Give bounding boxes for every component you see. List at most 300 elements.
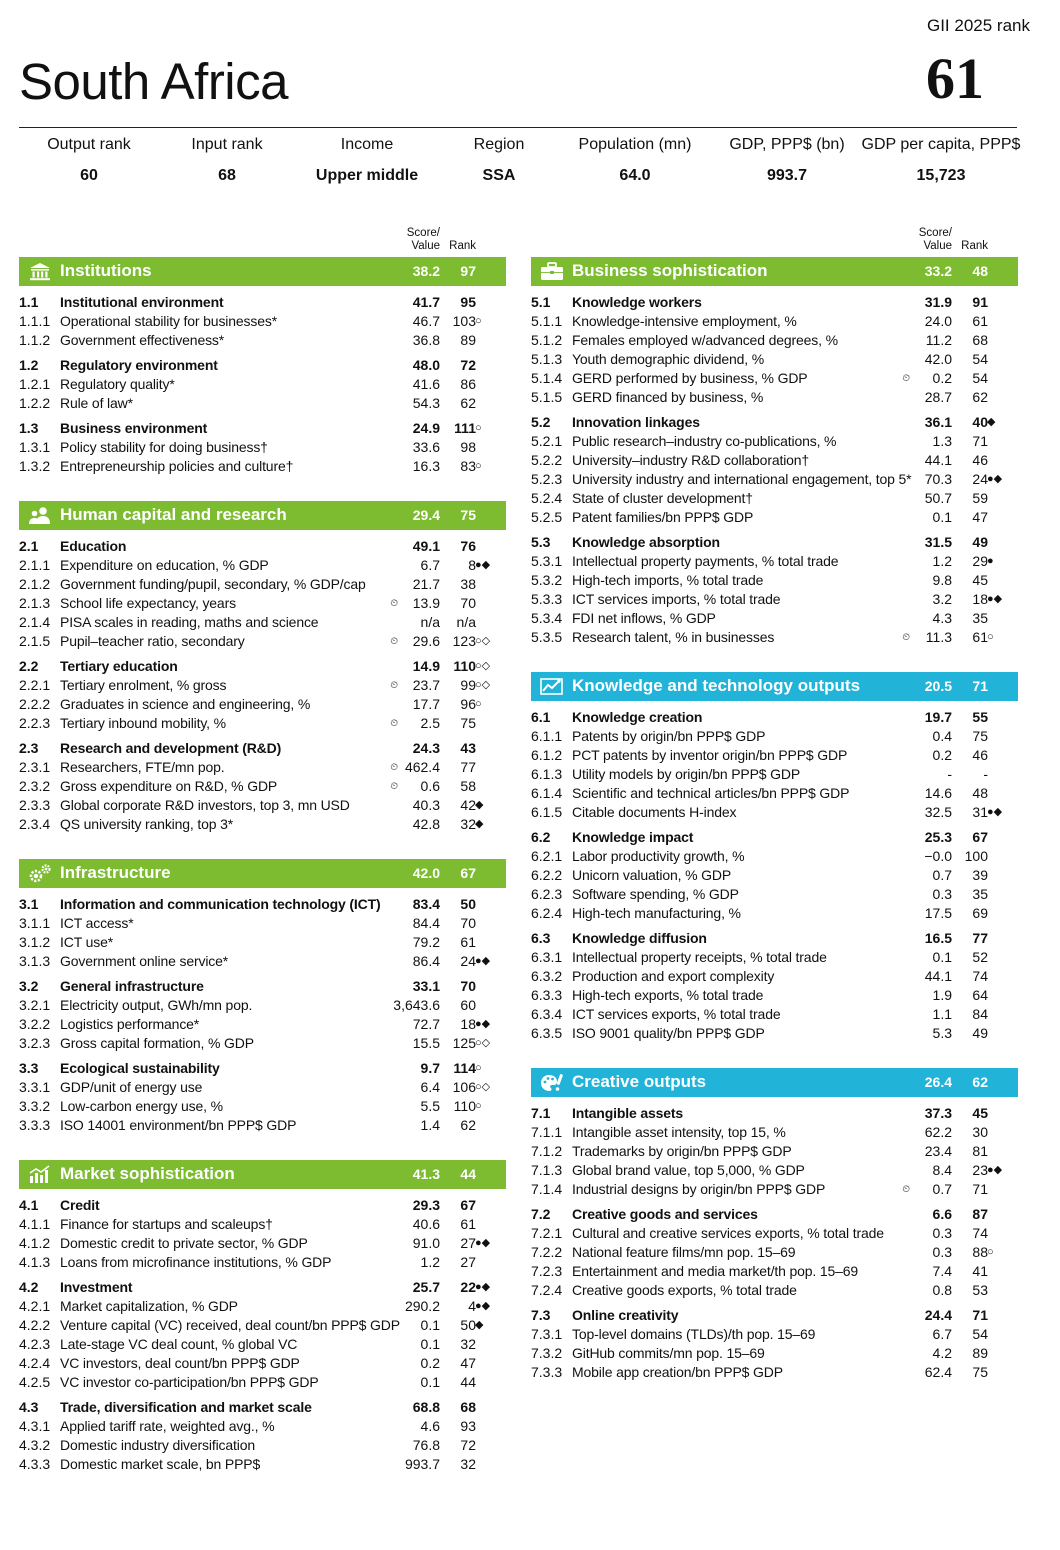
- indicator-row: [19, 952, 506, 971]
- indicator-row: [19, 1354, 506, 1373]
- indicator-score: 290.2: [404, 1298, 440, 1314]
- pillar-header-institutions: [19, 257, 506, 286]
- indicator-name: Patents by origin/bn PPP$ GDP: [572, 728, 766, 744]
- indicator-score: 2.5: [420, 715, 440, 731]
- indicator-rank: 43: [460, 740, 476, 756]
- stat-value: 68: [218, 167, 236, 184]
- score-header-line2: Value: [411, 240, 440, 252]
- indicator-code: 4.2.2: [19, 1317, 51, 1333]
- indicator-code: 4.2: [19, 1279, 39, 1295]
- indicator-name: Public research–industry co-publications, %: [572, 433, 837, 449]
- indicator-code: 5.2.5: [531, 509, 563, 525]
- indicator-rank: 4: [468, 1298, 476, 1314]
- indicator-rank: 77: [460, 759, 476, 775]
- output-pillars-column: [531, 224, 1018, 1382]
- sub-pillar-row: [531, 533, 1018, 552]
- indicator-rank: 44: [460, 1374, 476, 1390]
- indicator-score: 68.8: [412, 1399, 440, 1415]
- indicator-score: 1.2: [932, 553, 952, 569]
- indicator-name: Entertainment and media market/th pop. 15–69: [572, 1263, 859, 1279]
- indicator-score: 40.3: [412, 797, 440, 813]
- indicator-rank: 74: [972, 1225, 988, 1241]
- indicator-rank: 110: [453, 1098, 476, 1114]
- institution-icon: [28, 262, 52, 281]
- indicator-score: 54.3: [412, 395, 440, 411]
- indicator-code: 7.1.4: [531, 1181, 563, 1197]
- pillar-spacer: [19, 834, 506, 859]
- indicator-name: Unicorn valuation, % GDP: [572, 867, 732, 883]
- indicator-rank: 54: [972, 370, 988, 386]
- indicator-code: 1.3.1: [19, 439, 51, 455]
- indicator-name: Late-stage VC deal count, % global VC: [60, 1336, 298, 1352]
- indicator-rank: 62: [460, 1117, 476, 1133]
- indicator-score: 24.3: [412, 740, 440, 756]
- indicator-name: ICT access*: [60, 915, 134, 931]
- pillar-score: 42.0: [412, 865, 440, 881]
- indicator-score: 0.1: [420, 1374, 440, 1390]
- indicator-rank: 71: [972, 1181, 988, 1197]
- indicator-score: 0.1: [420, 1317, 440, 1333]
- indicator-name: Government funding/pupil, secondary, % GDP/cap: [60, 576, 366, 592]
- indicator-row: [19, 394, 506, 413]
- sub-pillar-row: [19, 419, 506, 438]
- pillar-name: Human capital and research: [60, 505, 287, 524]
- indicator-row: [19, 914, 506, 933]
- indicator-rank: 62: [972, 389, 988, 405]
- indicator-rank: 125: [452, 1035, 476, 1051]
- country-title: South Africa: [19, 53, 288, 110]
- indicator-score: 24.4: [924, 1307, 952, 1323]
- indicator-code: 3.2.3: [19, 1035, 51, 1051]
- indicator-score: 6.6: [932, 1206, 952, 1222]
- indicator-row: [19, 996, 506, 1015]
- indicator-code: 6.3.2: [531, 968, 563, 984]
- indicator-code: 4.3.1: [19, 1418, 51, 1434]
- indicator-row: [19, 714, 506, 733]
- indicator-rank: 38: [460, 576, 476, 592]
- indicator-row: [531, 609, 1018, 628]
- pillar-name: Infrastructure: [60, 863, 171, 882]
- indicator-rank: 111: [454, 420, 476, 436]
- strength-weakness-marker: ◆: [987, 416, 996, 428]
- indicator-score: 46.7: [412, 313, 440, 329]
- indicator-rank: 103: [452, 313, 476, 329]
- stat-population: [579, 136, 692, 185]
- indicator-rank: 49: [972, 534, 988, 550]
- sub-pillar-row: [531, 293, 1018, 312]
- indicator-name: Knowledge workers: [572, 294, 702, 310]
- indicator-score: 11.2: [925, 332, 952, 348]
- indicator-score: 62.2: [924, 1124, 952, 1140]
- indicator-row: [531, 552, 1018, 571]
- indicator-row: [531, 746, 1018, 765]
- indicator-name: Loans from microfinance institutions, % GDP: [60, 1254, 332, 1270]
- strength-weakness-marker: ○◇: [475, 679, 491, 691]
- indicator-name: Patent families/bn PPP$ GDP: [572, 509, 754, 525]
- indicator-score: 1.9: [932, 987, 952, 1003]
- indicator-row: [531, 1161, 1018, 1180]
- indicator-rank: 45: [972, 1105, 988, 1121]
- pillar-score: 29.4: [412, 507, 440, 523]
- indicator-row: [531, 1142, 1018, 1161]
- strength-weakness-marker: ○: [475, 1100, 482, 1112]
- indicator-score: 72.7: [412, 1016, 440, 1032]
- indicator-name: Citable documents H-index: [572, 804, 737, 820]
- strength-weakness-marker: ○: [475, 422, 482, 434]
- indicator-row: [531, 628, 1018, 647]
- indicator-score: 32.5: [924, 804, 952, 820]
- indicator-name: ISO 9001 quality/bn PPP$ GDP: [572, 1025, 765, 1041]
- people-icon: [28, 506, 52, 525]
- indicator-name: Labor productivity growth, %: [572, 848, 745, 864]
- indicator-row: [531, 350, 1018, 369]
- column-header: [531, 224, 1018, 257]
- indicator-code: 3.3.3: [19, 1117, 51, 1133]
- indicator-code: 1.3: [19, 420, 39, 436]
- indicator-name: Entrepreneurship policies and culture†: [60, 458, 294, 474]
- indicator-row: [531, 1243, 1018, 1262]
- indicator-score: 17.7: [412, 696, 440, 712]
- indicator-name: Rule of law*: [60, 395, 133, 411]
- indicator-name: Creative goods and services: [572, 1206, 758, 1222]
- indicator-rank: 64: [972, 987, 988, 1003]
- indicator-rank: 75: [972, 728, 988, 744]
- indicator-code: 7.1.3: [531, 1162, 563, 1178]
- indicator-name: Applied tariff rate, weighted avg., %: [60, 1418, 275, 1434]
- strength-weakness-marker: ○◇: [475, 1037, 491, 1049]
- indicator-name: ISO 14001 environment/bn PPP$ GDP: [60, 1117, 297, 1133]
- indicator-rank: 30: [972, 1124, 988, 1140]
- indicator-rank: 98: [460, 439, 476, 455]
- indicator-rank: -: [983, 766, 988, 782]
- indicator-code: 6.1.5: [531, 804, 563, 820]
- indicator-score: 21.7: [412, 576, 440, 592]
- indicator-row: [19, 1373, 506, 1392]
- sub-pillar-row: [531, 1104, 1018, 1123]
- indicator-row: [19, 1078, 506, 1097]
- indicator-rank: 95: [460, 294, 476, 310]
- stat-input-rank: [191, 136, 262, 185]
- strength-weakness-marker: ●◆: [475, 1237, 491, 1249]
- indicator-row: [531, 1005, 1018, 1024]
- indicator-name: Researchers, FTE/mn pop.: [60, 759, 225, 775]
- indicator-row: [531, 388, 1018, 407]
- indicator-code: 4.2.1: [19, 1298, 51, 1314]
- indicator-name: Intangible assets: [572, 1105, 684, 1121]
- indicator-rank: 46: [972, 747, 988, 763]
- outdated-data-clock-icon: ⏲: [390, 680, 398, 691]
- indicator-name: Intangible asset intensity, top 15, %: [572, 1124, 786, 1140]
- indicator-score: 29.6: [412, 633, 440, 649]
- indicator-code: 5.3: [531, 534, 551, 550]
- indicator-row: [19, 594, 506, 613]
- indicator-score: 0.1: [932, 949, 952, 965]
- indicator-score: 36.8: [412, 332, 440, 348]
- strength-weakness-marker: ○◇: [475, 635, 491, 647]
- indicator-code: 6.3: [531, 930, 551, 946]
- indicator-code: 1.1.2: [19, 332, 51, 348]
- indicator-code: 7.2: [531, 1206, 551, 1222]
- indicator-row: [19, 1297, 506, 1316]
- indicator-row: [19, 1455, 506, 1474]
- indicator-score: 1.2: [420, 1254, 440, 1270]
- indicator-score: 3,643.6: [393, 997, 440, 1013]
- indicator-score: 36.1: [924, 414, 952, 430]
- gears-icon: [28, 864, 52, 883]
- indicator-row: [19, 1015, 506, 1034]
- indicator-score: 993.7: [404, 1456, 440, 1472]
- indicator-code: 7.2.2: [531, 1244, 563, 1260]
- indicator-name: Market capitalization, % GDP: [60, 1298, 238, 1314]
- indicator-rank: 106: [452, 1079, 476, 1095]
- indicator-code: 4.3.2: [19, 1437, 51, 1453]
- sub-pillar-row: [531, 1205, 1018, 1224]
- indicator-row: [19, 1034, 506, 1053]
- indicator-name: Expenditure on education, % GDP: [60, 557, 269, 573]
- indicator-name: Utility models by origin/bn PPP$ GDP: [572, 766, 801, 782]
- indicator-score: 0.3: [932, 1244, 952, 1260]
- stat-value: Upper middle: [315, 167, 419, 184]
- indicator-score: 9.8: [932, 572, 952, 588]
- indicator-row: [19, 676, 506, 695]
- indicator-rank: 42: [460, 797, 476, 813]
- indicator-name: University–industry R&D collaboration†: [572, 452, 810, 468]
- indicator-rank: 50: [460, 896, 476, 912]
- indicator-name: GDP/unit of energy use: [60, 1079, 203, 1095]
- pillar-score: 41.3: [412, 1166, 440, 1182]
- indicator-score: 0.7: [932, 867, 952, 883]
- strength-weakness-marker: ●◆: [987, 1164, 1003, 1176]
- outdated-data-clock-icon: ⏲: [390, 718, 398, 729]
- indicator-code: 6.1.2: [531, 747, 563, 763]
- indicator-row: [531, 803, 1018, 822]
- indicator-score: 1.3: [932, 433, 952, 449]
- indicator-code: 2.3.1: [19, 759, 51, 775]
- indicator-code: 5.2.4: [531, 490, 563, 506]
- indicator-rank: 72: [460, 357, 476, 373]
- indicator-code: 2.1.5: [19, 633, 51, 649]
- indicator-row: [19, 438, 506, 457]
- indicator-row: [19, 1097, 506, 1116]
- indicator-name: Production and export complexity: [572, 968, 775, 984]
- rank-header: Rank: [961, 240, 988, 252]
- indicator-name: Ecological sustainability: [60, 1060, 220, 1076]
- indicator-name: Research talent, % in businesses: [572, 629, 775, 645]
- pillar-name: Market sophistication: [60, 1164, 235, 1183]
- indicator-row: [19, 556, 506, 575]
- indicator-name: Scientific and technical articles/bn PPP$ GDP: [572, 785, 850, 801]
- indicator-code: 6.2.1: [531, 848, 563, 864]
- indicator-rank: 18: [972, 591, 988, 607]
- indicator-score: 24.9: [412, 420, 440, 436]
- indicator-row: [531, 784, 1018, 803]
- score-header-line1: Score/: [918, 227, 952, 239]
- indicator-code: 2.2.1: [19, 677, 51, 693]
- indicator-code: 3.1.3: [19, 953, 51, 969]
- indicator-rank: 27: [460, 1235, 476, 1251]
- strength-weakness-marker: ●◆: [475, 559, 491, 571]
- indicator-name: Intellectual property payments, % total trade: [572, 553, 839, 569]
- indicator-rank: 75: [972, 1364, 988, 1380]
- pillar-score: 33.2: [924, 263, 952, 279]
- indicator-row: [531, 312, 1018, 331]
- indicator-score: 9.7: [420, 1060, 440, 1076]
- sub-pillar-row: [19, 1196, 506, 1215]
- indicator-row: [531, 1363, 1018, 1382]
- indicator-name: Low-carbon energy use, %: [60, 1098, 223, 1114]
- indicator-score: 0.2: [932, 370, 952, 386]
- stat-label: Region: [473, 136, 525, 153]
- indicator-score: 62.4: [924, 1364, 952, 1380]
- indicator-name: Mobile app creation/bn PPP$ GDP: [572, 1364, 783, 1380]
- indicator-score: 49.1: [412, 538, 440, 554]
- pillar-spacer: [19, 1135, 506, 1160]
- indicator-row: [19, 1316, 506, 1335]
- indicator-score: 0.3: [932, 1225, 952, 1241]
- indicator-row: [531, 866, 1018, 885]
- indicator-code: 3.1.2: [19, 934, 51, 950]
- indicator-score: 83.4: [412, 896, 440, 912]
- indicator-rank: 61: [460, 1216, 476, 1232]
- indicator-code: 3.1: [19, 896, 39, 912]
- stat-label: Output rank: [47, 136, 131, 153]
- indicator-code: 1.3.2: [19, 458, 51, 474]
- indicator-code: 4.1.3: [19, 1254, 51, 1270]
- indicator-code: 6.1.1: [531, 728, 563, 744]
- indicator-code: 1.2.2: [19, 395, 51, 411]
- indicator-code: 5.2.1: [531, 433, 563, 449]
- indicator-name: PISA scales in reading, maths and science: [60, 614, 319, 630]
- indicator-code: 7.3.1: [531, 1326, 563, 1342]
- indicator-name: General infrastructure: [60, 978, 204, 994]
- outdated-data-clock-icon: ⏲: [390, 762, 398, 773]
- indicator-code: 2.2: [19, 658, 39, 674]
- indicator-score: 11.3: [925, 629, 952, 645]
- indicator-score: 15.5: [412, 1035, 440, 1051]
- pillar-score: 38.2: [412, 263, 440, 279]
- pillar-rank: 48: [972, 263, 988, 279]
- indicator-row: [19, 632, 506, 651]
- indicator-code: 2.1.3: [19, 595, 51, 611]
- sub-pillar-row: [19, 1278, 506, 1297]
- indicator-code: 6.2: [531, 829, 551, 845]
- strength-weakness-marker: ○: [987, 1246, 994, 1258]
- indicator-score: 13.9: [412, 595, 440, 611]
- indicator-row: [531, 571, 1018, 590]
- indicator-rank: 89: [972, 1345, 988, 1361]
- strength-weakness-marker: ●◆: [475, 955, 491, 967]
- indicator-row: [531, 489, 1018, 508]
- indicator-rank: 47: [460, 1355, 476, 1371]
- strength-weakness-marker: ●◆: [475, 1018, 491, 1030]
- indicator-code: 7.1.1: [531, 1124, 563, 1140]
- indicator-name: High-tech imports, % total trade: [572, 572, 764, 588]
- indicator-name: University industry and international engagement, top 5*: [572, 471, 912, 487]
- indicator-score: 0.2: [932, 747, 952, 763]
- sub-pillar-row: [19, 537, 506, 556]
- indicator-code: 2.2.3: [19, 715, 51, 731]
- sub-pillar-row: [19, 356, 506, 375]
- indicator-score: 17.5: [924, 905, 952, 921]
- indicator-code: 1.2.1: [19, 376, 51, 392]
- sub-pillar-row: [19, 1398, 506, 1417]
- indicator-name: Information and communication technology (ICT): [60, 896, 381, 912]
- indicator-code: 6.1.4: [531, 785, 563, 801]
- indicator-code: 6.2.3: [531, 886, 563, 902]
- indicator-code: 4.2.3: [19, 1336, 51, 1352]
- strength-weakness-marker: ◆: [475, 818, 484, 830]
- sub-pillar-row: [531, 828, 1018, 847]
- indicator-rank: 71: [972, 1307, 988, 1323]
- indicator-name: QS university ranking, top 3*: [60, 816, 234, 832]
- indicator-rank: 89: [460, 332, 476, 348]
- stat-gdp-per-capita: [862, 136, 1021, 185]
- indicator-code: 2.1.4: [19, 614, 51, 630]
- indicator-name: PCT patents by inventor origin/bn PPP$ GDP: [572, 747, 848, 763]
- indicator-rank: 59: [972, 490, 988, 506]
- outdated-data-clock-icon: ⏲: [902, 632, 910, 643]
- stat-gdp: [729, 136, 844, 185]
- pillar-rank: 62: [972, 1074, 988, 1090]
- outdated-data-clock-icon: ⏲: [902, 373, 910, 384]
- indicator-row: [531, 1180, 1018, 1199]
- pillar-header-business-sophistication: [531, 257, 1018, 286]
- indicator-rank: 61: [460, 934, 476, 950]
- indicator-score: 16.5: [924, 930, 952, 946]
- indicator-score: 91.0: [412, 1235, 440, 1251]
- stat-label: GDP, PPP$ (bn): [729, 136, 845, 153]
- indicator-rank: 41: [972, 1263, 988, 1279]
- indicator-code: 6.3.1: [531, 949, 563, 965]
- indicator-score: 5.5: [420, 1098, 440, 1114]
- stat-value: 64.0: [619, 167, 651, 184]
- indicator-name: Global corporate R&D investors, top 3, mn USD: [60, 797, 350, 813]
- indicator-row: [19, 1253, 506, 1272]
- indicator-row: [19, 1116, 506, 1135]
- sub-pillar-row: [19, 977, 506, 996]
- indicator-row: [531, 1224, 1018, 1243]
- outdated-data-clock-icon: ⏲: [390, 598, 398, 609]
- indicator-code: 4.2.5: [19, 1374, 51, 1390]
- bar-chart-icon: [28, 1165, 52, 1184]
- indicator-code: 6.3.5: [531, 1025, 563, 1041]
- indicator-name: VC investor co-participation/bn PPP$ GDP: [60, 1374, 319, 1390]
- pillar-rank: 97: [460, 263, 476, 279]
- indicator-code: 4.3.3: [19, 1456, 51, 1472]
- input-pillars-column: [19, 224, 506, 1474]
- indicator-code: 7.2.3: [531, 1263, 563, 1279]
- strength-weakness-marker: ◆: [475, 1319, 484, 1331]
- indicator-name: Youth demographic dividend, %: [572, 351, 765, 367]
- indicator-code: 3.1.1: [19, 915, 51, 931]
- indicator-code: 2.2.2: [19, 696, 51, 712]
- indicator-score: 0.8: [932, 1282, 952, 1298]
- indicator-score: 79.2: [412, 934, 440, 950]
- pillar-header-market-sophistication: [19, 1160, 506, 1189]
- indicator-name: Knowledge diffusion: [572, 930, 707, 946]
- indicator-score: 70.3: [924, 471, 952, 487]
- indicator-code: 7.1.2: [531, 1143, 563, 1159]
- sub-pillar-row: [19, 739, 506, 758]
- column-header: [19, 224, 506, 257]
- briefcase-icon: [540, 262, 564, 281]
- pillar-score: 26.4: [924, 1074, 952, 1090]
- indicator-rank: 23: [972, 1162, 988, 1178]
- indicator-score: 4.3: [932, 610, 952, 626]
- indicator-name: Trade, diversification and market scale: [60, 1399, 312, 1415]
- indicator-code: 3.2.1: [19, 997, 51, 1013]
- sub-pillar-row: [19, 895, 506, 914]
